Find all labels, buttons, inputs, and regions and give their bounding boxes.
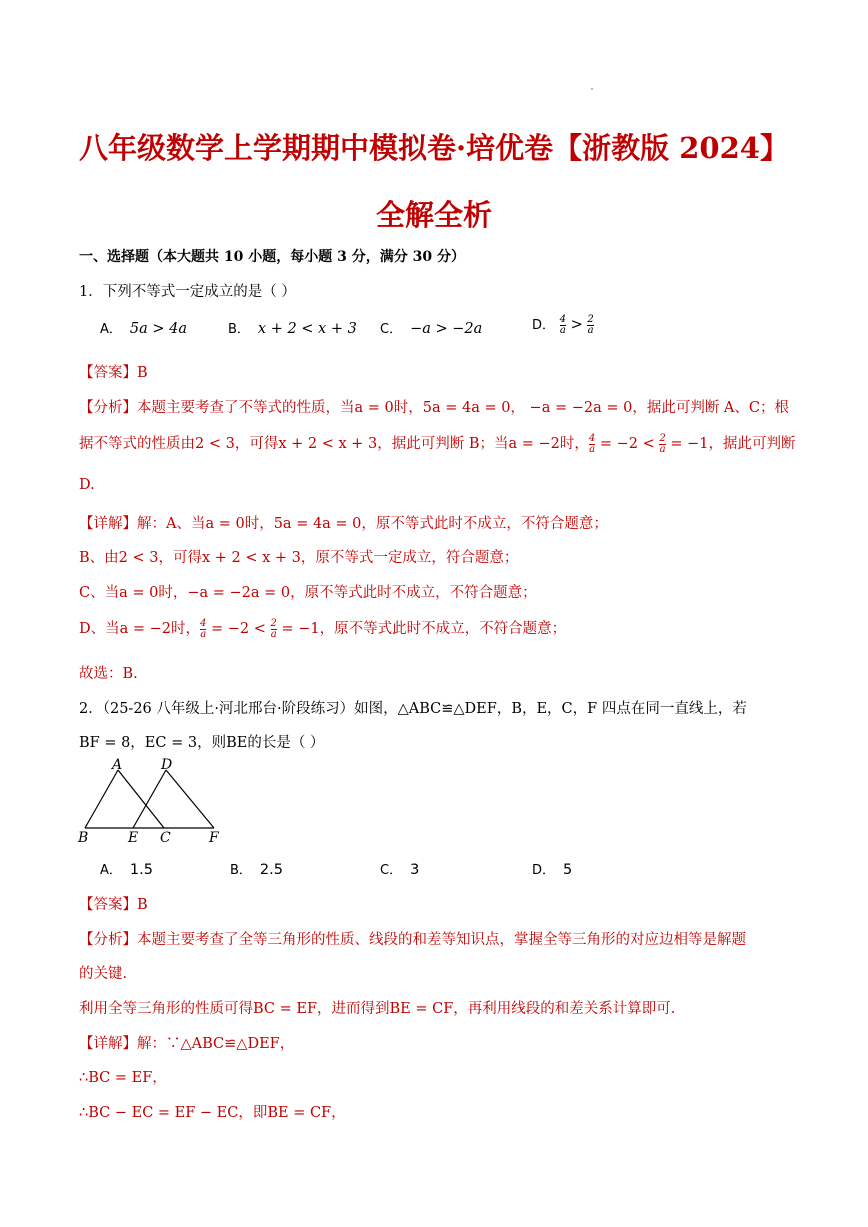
q2-stem-2: BF = 8，EC = 3，则BE的长是（ ） <box>79 735 325 751</box>
section-heading: 一、选择题（本大题共 10 小题，每小题 3 分，满分 30 分） <box>79 249 465 265</box>
q2-analysis-2: 的关键. <box>79 966 128 982</box>
page-title: 八年级数学上学期期中模拟卷·培优卷【浙教版 2024】 <box>79 131 789 165</box>
q2-option-c-text: 3 <box>410 862 420 878</box>
segment-df <box>166 770 214 828</box>
q2-stem-1: 2．（25-26 八年级上·河北邢台·阶段练习）如图，△ABC≌△DEF，B，E，C，F 四点在同一直线上，若 <box>79 701 747 717</box>
q1-detail-2: B、由2 < 3，可得x + 2 < x + 3，原不等式一定成立，符合题意； <box>79 550 519 566</box>
q1-option-c <box>380 318 482 337</box>
label-c: C <box>160 830 171 846</box>
q2-option-d-letter: D． <box>532 863 556 878</box>
q2-option-c-letter: C． <box>380 863 403 878</box>
q1-option-c-letter: C． <box>380 322 403 337</box>
q1-option-d-rel: > <box>566 317 588 333</box>
q1-detail-3: C、当a = 0时，−a = −2a = 0，原不等式此时不成立，不符合题意； <box>79 585 537 601</box>
q2-option-a-letter: A． <box>100 863 122 878</box>
q1-analysis-1: 【分析】本题主要考查了不等式的性质，当a = 0时，5a = 4a = 0， −a = −2a = 0，据此可判断 A、C；根 <box>79 400 789 416</box>
q2-option-d <box>532 859 572 878</box>
q1-option-b-text: x + 2 < x + 3 <box>257 321 357 337</box>
q1-option-d-frac2: $\frac{2}{a}$ <box>587 313 594 336</box>
q1-detail-4: D、当a = −2时， $\frac{4}{a}$ = −2 < $\frac{2}{a}$ = −1，原不等式此时不成立，不符合题意； <box>79 617 567 640</box>
segment-ac <box>118 770 164 828</box>
q1-option-a <box>100 318 187 337</box>
q1-option-d <box>532 314 594 336</box>
q2-detail-1: 【详解】解：∵△ABC≌△DEF， <box>79 1036 295 1052</box>
q1-stem: 1．下列不等式一定成立的是（ ） <box>79 284 296 300</box>
q2-option-a <box>100 859 153 878</box>
q1-analysis-3: D. <box>79 477 95 493</box>
q1-option-d-letter: D． <box>532 318 556 333</box>
label-d: D <box>161 758 173 773</box>
segment-de <box>133 770 166 828</box>
q1-option-d-frac1: $\frac{4}{a}$ <box>559 313 566 336</box>
q2-detail-2: ∴BC = EF， <box>79 1070 167 1086</box>
q1-option-c-text: −a > −2a <box>410 321 483 337</box>
q1-option-a-text: 5a > 4a <box>129 321 188 337</box>
segment-ab <box>85 770 118 828</box>
q1-answer: 【答案】B <box>79 365 148 381</box>
q1-choice: 故选：B. <box>79 666 138 682</box>
q1-detail-1: 【详解】解：A、当a = 0时，5a = 4a = 0，原不等式此时不成立，不符合题意； <box>79 516 608 532</box>
q2-option-b <box>230 859 283 878</box>
q2-detail-3: ∴BC − EC = EF − EC，即BE = CF， <box>79 1105 346 1121</box>
q2-analysis-3: 利用全等三角形的性质可得BC = EF，进而得到BE = CF，再利用线段的和差关系计算即可. <box>79 1001 676 1017</box>
q1-option-b <box>228 318 357 337</box>
label-a: A <box>112 758 123 773</box>
triangle-figure <box>76 758 236 848</box>
label-f: F <box>209 830 219 846</box>
q2-option-b-text: 2.5 <box>259 862 283 878</box>
q2-option-a-text: 1.5 <box>129 862 153 878</box>
q1-option-a-letter: A． <box>100 322 122 337</box>
page-subtitle: 全解全析 <box>375 198 492 232</box>
q2-analysis-1: 【分析】本题主要考查了全等三角形的性质、线段的和差等知识点，掌握全等三角形的对应边相等是解题 <box>79 932 746 948</box>
scan-dot <box>591 88 593 90</box>
label-e: E <box>128 830 139 846</box>
q1-analysis-2: 据不等式的性质由2 < 3，可得x + 2 < x + 3，据此可判断 B；当a = −2时， $\frac{4}{a}$ = −2 < $\frac{2}{a}$ = −1，据此可判断 <box>79 432 796 455</box>
q2-option-c <box>380 859 419 878</box>
q2-option-d-text: 5 <box>563 862 573 878</box>
q2-answer: 【答案】B <box>79 897 148 913</box>
q2-option-b-letter: B． <box>230 863 252 878</box>
label-b: B <box>78 830 89 846</box>
q1-option-b-letter: B． <box>228 322 250 337</box>
